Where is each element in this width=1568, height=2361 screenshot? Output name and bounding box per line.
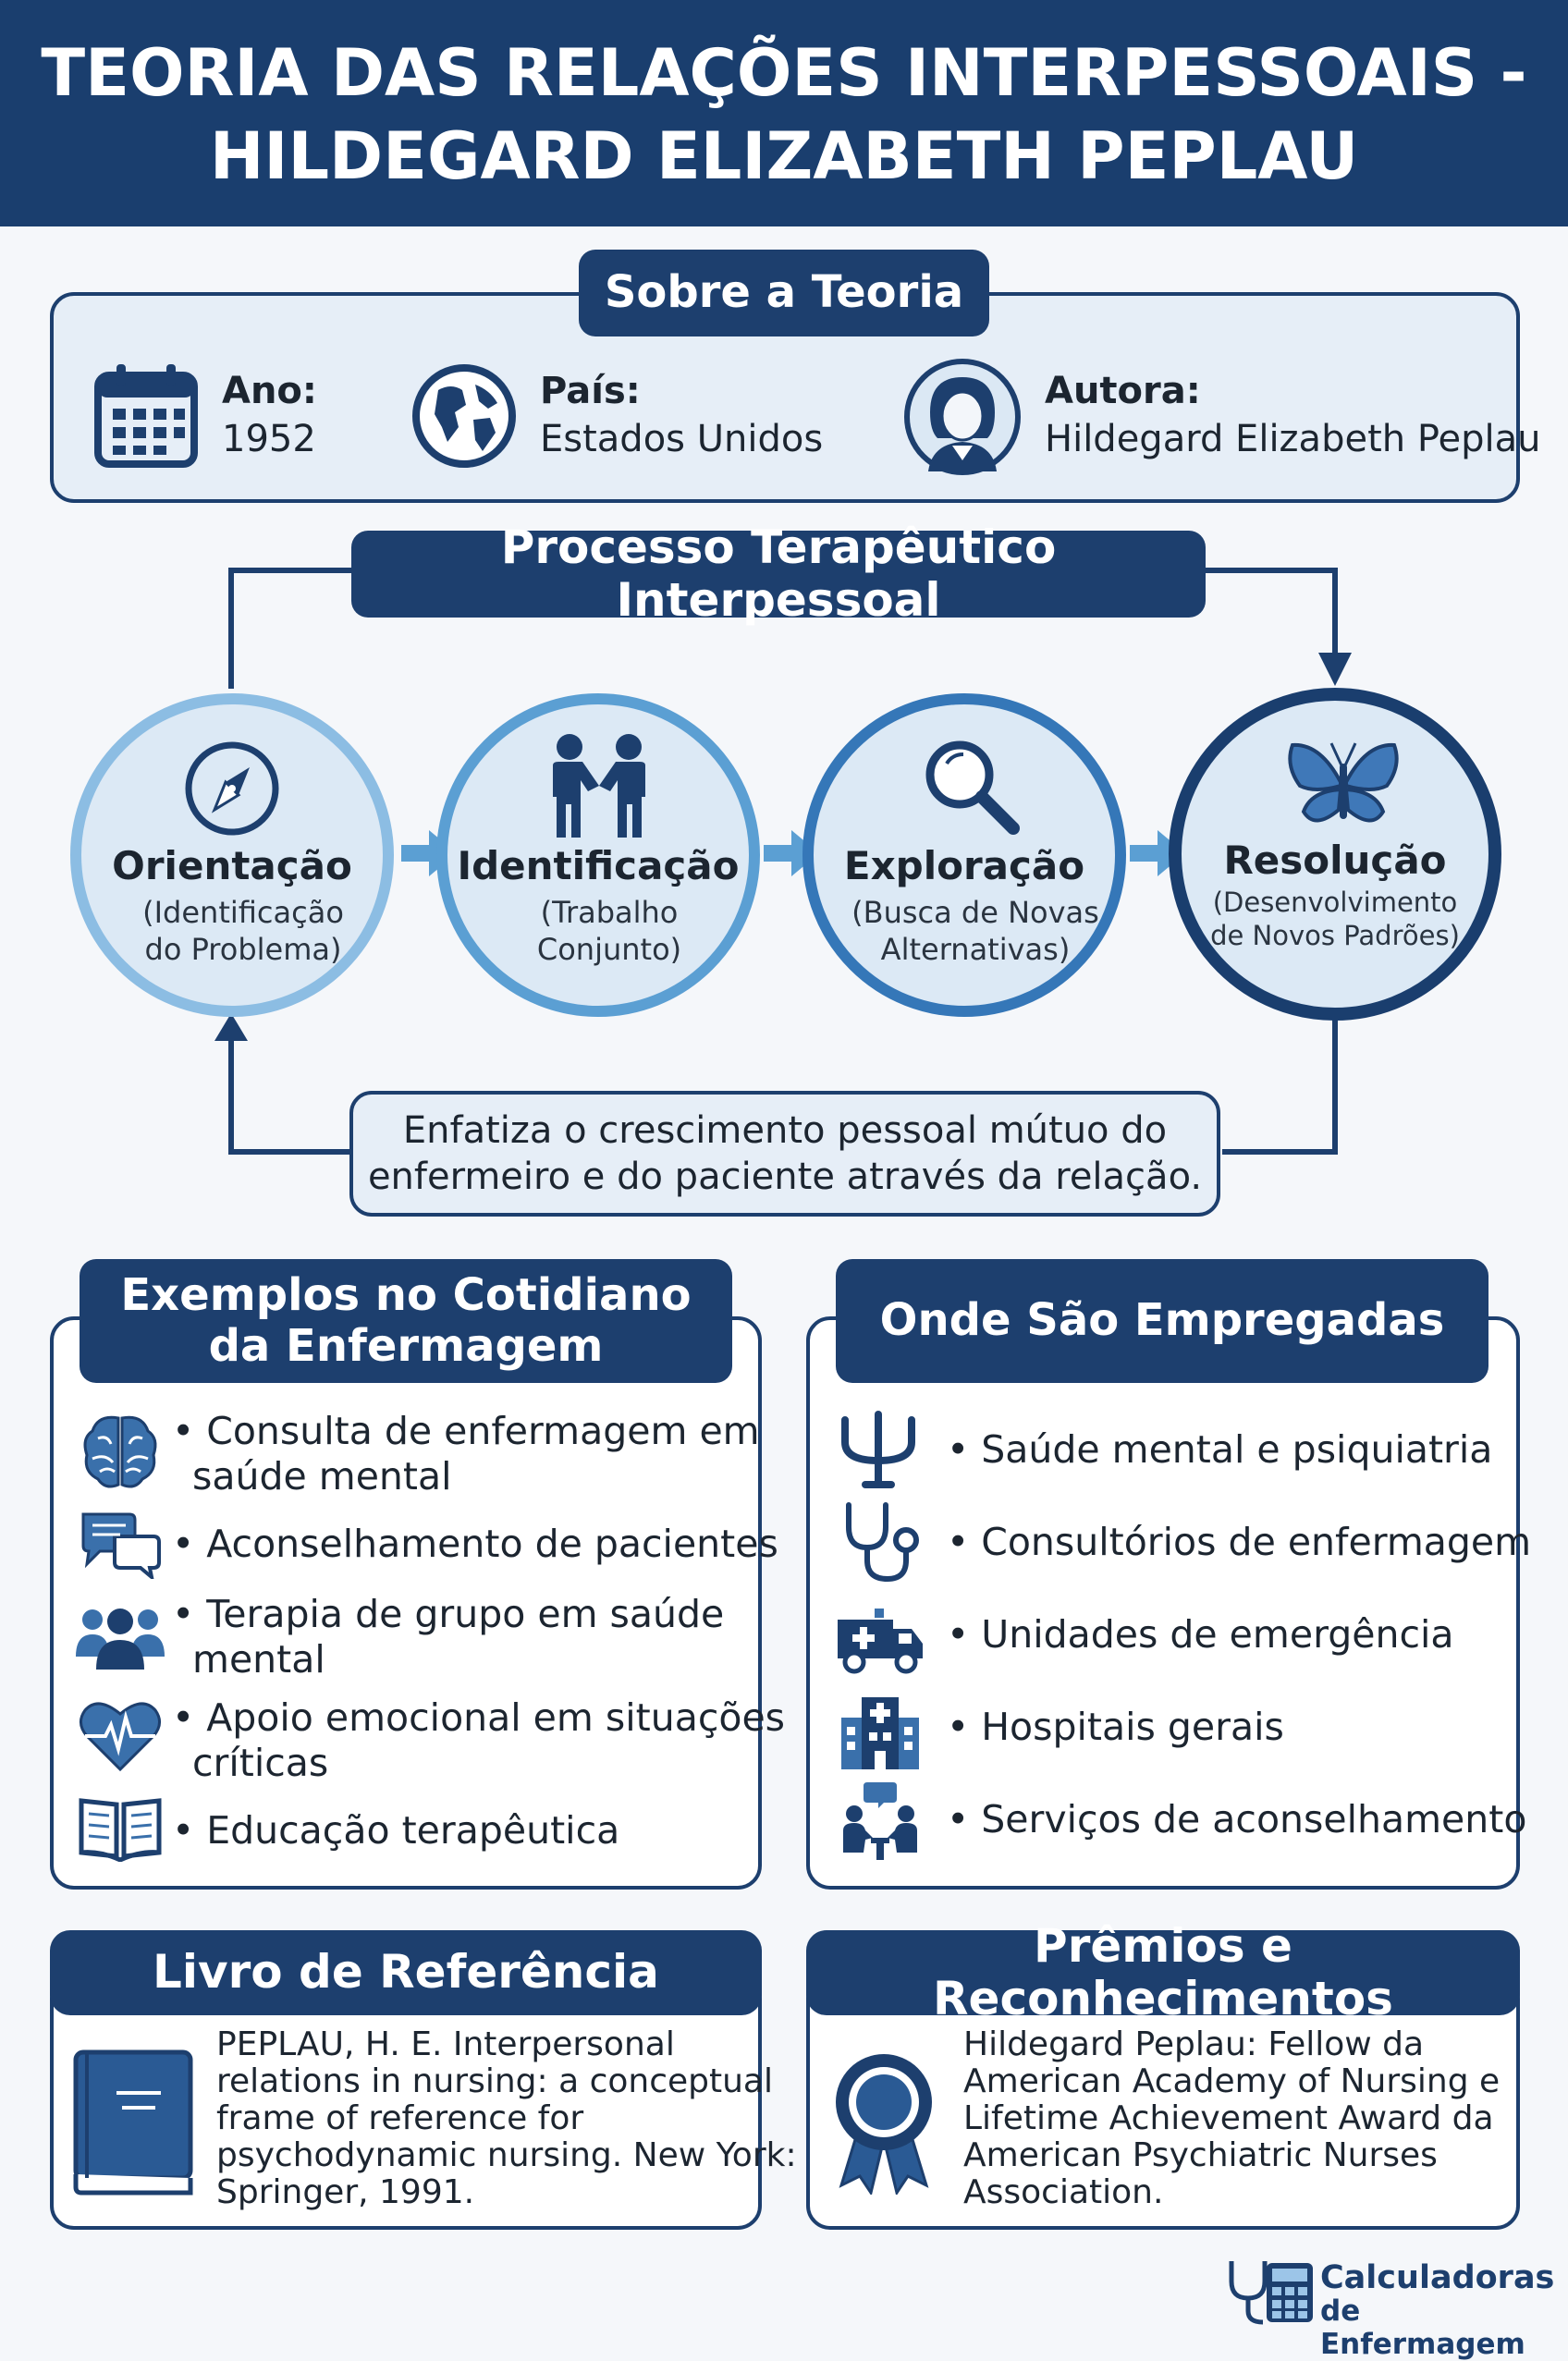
phase-name: Orientação [112, 843, 352, 888]
phase-exploracao [802, 693, 1126, 1017]
country-value: Estados Unidos [540, 418, 824, 460]
process-tab: Processo Terapêutico Interpessoal [351, 531, 1206, 618]
example-item-3-line2: mental [192, 1637, 325, 1682]
awards-tab: Prêmios e Reconhecimentos [806, 1930, 1520, 2015]
book-icon [72, 2049, 196, 2196]
psi-icon [838, 1411, 919, 1490]
counseling-icon [836, 1779, 925, 1862]
compass-icon [183, 740, 281, 838]
awards-line-3: Lifetime Achievement Award da [963, 2099, 1494, 2137]
awards-line-2: American Academy of Nursing e [963, 2062, 1501, 2100]
example-item-4-line2: críticas [192, 1741, 329, 1785]
country-label: País: [540, 370, 641, 412]
example-item-1-line2: saúde mental [192, 1454, 452, 1499]
examples-tab-line2: da Enfermagem [208, 1320, 604, 1372]
reference-line-2: relations in nursing: a conceptual [216, 2062, 773, 2100]
heartbeat-icon [78, 1697, 163, 1773]
phase-sub-line2: de Novos Padrões) [1210, 920, 1460, 951]
ambulance-icon [834, 1601, 926, 1675]
where-item-3: • Unidades de emergência [947, 1612, 1454, 1657]
reference-line-3: frame of reference for [216, 2099, 584, 2137]
handshake-icon [542, 732, 656, 839]
phase-name: Resolução [1223, 838, 1447, 883]
examples-tab [80, 1259, 732, 1383]
phase-name: Identificação [457, 843, 740, 888]
author-value: Hildegard Elizabeth Peplau [1045, 418, 1541, 460]
year-value: 1952 [222, 418, 316, 460]
header-banner [0, 0, 1568, 226]
phase-sub-line2: Alternativas) [880, 932, 1071, 967]
phase-sub-line1: (Desenvolvimento [1212, 887, 1458, 918]
where-item-1: • Saúde mental e psiquiatria [947, 1427, 1493, 1472]
phase-sub-line2: do Problema) [144, 932, 342, 967]
phase-sub-line1: (Identificação [142, 895, 344, 930]
phase-sub-line1: (Busca de Novas [851, 895, 1099, 930]
calendar-icon [92, 362, 200, 470]
example-item-5-line1: • Educação terapêutica [172, 1808, 620, 1853]
example-item-1-line1: • Consulta de enfermagem em [172, 1409, 760, 1453]
author-portrait-icon [902, 357, 1023, 477]
brand-logo-icon [1226, 2256, 1318, 2326]
reference-line-5: Springer, 1991. [216, 2173, 475, 2211]
example-item-3-line1: • Terapia de grupo em saúde [172, 1592, 725, 1636]
brand-name-line1: Calculadoras [1320, 2259, 1555, 2296]
awards-line-5: Association. [963, 2173, 1164, 2211]
example-item-2-line1: • Aconselhamento de pacientes [172, 1522, 778, 1566]
phase-sub-line1: (Trabalho [540, 895, 679, 930]
brain-icon [80, 1411, 161, 1492]
awards-line-1: Hildegard Peplau: Fellow da [963, 2025, 1425, 2063]
butterfly-icon [1283, 738, 1403, 834]
phase-sub-line2: Conjunto) [536, 932, 682, 967]
where-tab: Onde São Empregadas [836, 1259, 1488, 1383]
phase-identificacao [436, 693, 760, 1017]
examples-tab-line1: Exemplos no Cotidiano [120, 1268, 692, 1321]
process-note-line1: Enfatiza o crescimento pessoal mútuo do [402, 1109, 1168, 1152]
brand-name-line2: de Enfermagem [1320, 2294, 1525, 2361]
awards-line-4: American Psychiatric Nurses [963, 2136, 1438, 2174]
example-item-4-line1: • Apoio emocional em situações [172, 1695, 786, 1740]
where-item-4: • Hospitais gerais [947, 1705, 1284, 1749]
magnifier-icon [919, 734, 1023, 838]
phase-orientacao [70, 693, 394, 1017]
award-ribbon-icon [828, 2050, 939, 2195]
page-title-line1: TEORIA DAS RELAÇÕES INTERPESSOAIS - [41, 35, 1527, 111]
process-note-box [349, 1091, 1220, 1217]
author-label: Autora: [1045, 370, 1201, 412]
reference-tab: Livro de Referência [50, 1930, 762, 2015]
process-note-line2: enfermeiro e do paciente através da relação. [367, 1156, 1203, 1198]
globe-icon [410, 362, 518, 470]
open-book-icon [78, 1795, 163, 1862]
about-tab: Sobre a Teoria [579, 250, 989, 336]
where-item-2: • Consultórios de enfermagem [947, 1520, 1532, 1564]
where-item-5: • Serviços de aconselhamento [947, 1797, 1527, 1841]
year-label: Ano: [222, 370, 317, 412]
page-title-line2: HILDEGARD ELIZABETH PEPLAU [209, 118, 1359, 194]
stethoscope-icon [838, 1499, 923, 1584]
phase-resolucao [1169, 688, 1501, 1021]
chat-icon [78, 1509, 163, 1579]
group-icon [76, 1603, 165, 1671]
hospital-icon [838, 1692, 923, 1769]
phase-name: Exploração [843, 843, 1085, 888]
reference-line-4: psychodynamic nursing. New York: [216, 2136, 797, 2174]
reference-line-1: PEPLAU, H. E. Interpersonal [216, 2025, 675, 2063]
